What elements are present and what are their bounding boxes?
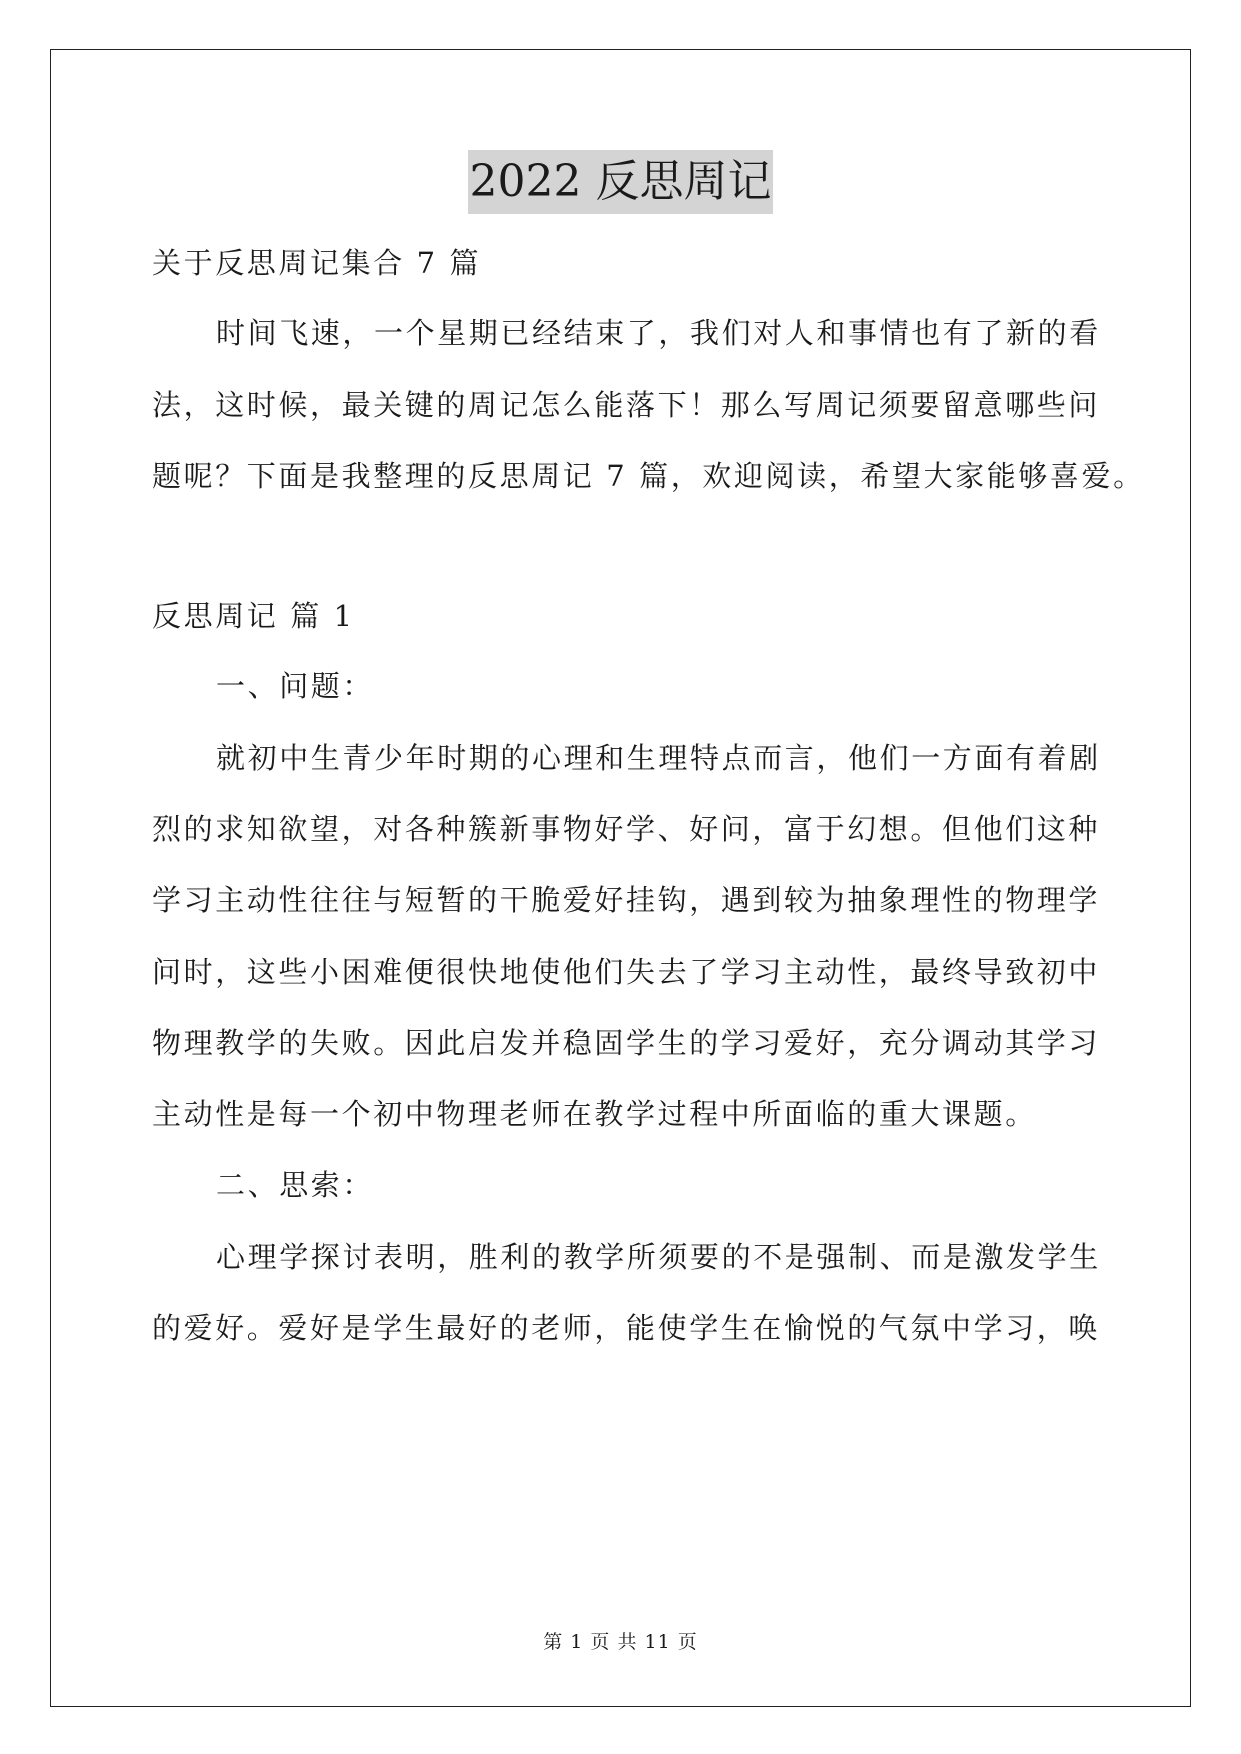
document-title: 2022 反思周记	[468, 150, 774, 214]
page-border	[50, 49, 1191, 1707]
part2-line-2: 的爱好。爱好是学生最好的老师，能使学生在愉悦的气氛中学习，唤	[152, 1311, 1101, 1345]
part1-line-5: 物理教学的失败。因此启发并稳固学生的学习爱好，充分调动其学习	[152, 1026, 1101, 1060]
intro-line-3: 题呢？下面是我整理的反思周记 7 篇，欢迎阅读，希望大家能够喜爱。	[152, 459, 1145, 493]
part1-line-6: 主动性是每一个初中物理老师在教学过程中所面临的重大课题。	[152, 1097, 1037, 1131]
page-footer: 第 1 页 共 11 页	[543, 1631, 698, 1653]
part2-line-1: 心理学探讨表明，胜利的教学所须要的不是强制、而是激发学生	[216, 1240, 1101, 1274]
part1-line-3: 学习主动性往往与短暂的干脆爱好挂钩，遇到较为抽象理性的物理学	[152, 883, 1101, 917]
document-subtitle: 关于反思周记集合 7 篇	[152, 246, 482, 280]
section-heading: 反思周记 篇 1	[152, 599, 355, 633]
part1-line-1: 就初中生青少年时期的心理和生理特点而言，他们一方面有着剧	[216, 741, 1101, 775]
part1-line-4: 问时，这些小困难便很快地使他们失去了学习主动性，最终导致初中	[152, 955, 1101, 989]
intro-line-1: 时间飞速，一个星期已经结束了，我们对人和事情也有了新的看	[216, 316, 1101, 350]
part1-line-2: 烈的求知欲望，对各种簇新事物好学、好问，富于幻想。但他们这种	[152, 812, 1101, 846]
intro-line-2: 法，这时候，最关键的周记怎么能落下！那么写周记须要留意哪些问	[152, 388, 1101, 422]
part2-heading: 二、思索：	[216, 1168, 375, 1202]
title-container	[0, 150, 1241, 214]
part1-heading: 一、问题：	[216, 669, 375, 703]
